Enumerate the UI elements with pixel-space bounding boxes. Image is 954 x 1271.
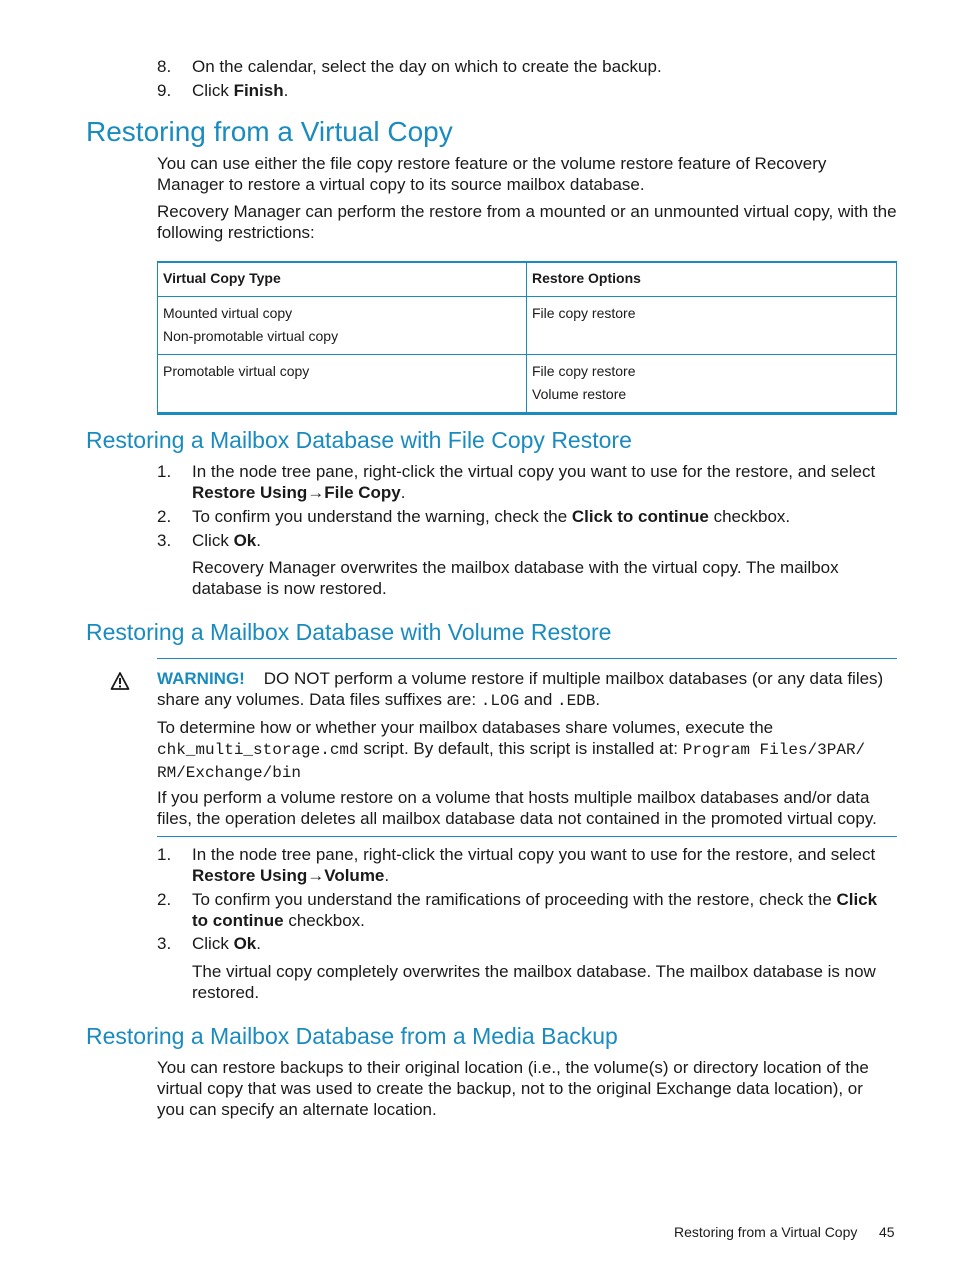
divider xyxy=(157,836,897,837)
step-text: Click Ok. xyxy=(192,531,261,550)
step-text: On the calendar, select the day on which to create the backup. xyxy=(192,57,662,76)
step-text: To confirm you understand the ramifications of proceeding with the restore, check the Click to continue checkbox. xyxy=(192,890,878,930)
restore-options-table xyxy=(157,261,897,415)
footer-section-title: Restoring from a Virtual Copy xyxy=(674,1224,858,1240)
table-row xyxy=(158,297,897,355)
table-cell: File copy restore xyxy=(527,297,897,355)
caution-paragraph: If you perform a volume restore on a volume that hosts multiple mailbox databases and/or data files, the operation deletes all mailbox database data not contained in the promoted virtual copy. xyxy=(157,788,877,828)
step-number: 2. xyxy=(157,507,172,526)
section-title-file-copy-restore: Restoring a Mailbox Database with File Copy Restore xyxy=(86,427,632,453)
section-title-restoring-virtual-copy: Restoring from a Virtual Copy xyxy=(86,116,453,147)
restrictions-paragraph: Recovery Manager can perform the restore from a mounted or an unmounted virtual copy, with the following restrictions: xyxy=(157,202,897,242)
intro-paragraph: You can use either the file copy restore feature or the volume restore feature of Recovery Manager to restore a virtual copy to its source mailbox database. xyxy=(157,154,827,194)
step-text: In the node tree pane, right-click the virtual copy you want to use for the restore, and select Restore Using→File Copy. xyxy=(192,462,876,502)
table-cell: Mounted virtual copy Non-promotable virtual copy xyxy=(158,297,527,355)
media-backup-paragraph: You can restore backups to their original location (i.e., the volume(s) or directory location of the virtual copy that was used to create the backup, not to the original Exchange data location), or you can specify an alternate location. xyxy=(157,1058,869,1119)
step-number: 3. xyxy=(157,934,172,953)
step-text: Click Ok. xyxy=(192,934,261,953)
warning-label: WARNING! xyxy=(157,669,245,688)
table-header-row xyxy=(158,262,897,297)
finish-label: Finish xyxy=(233,81,284,100)
step-number: 3. xyxy=(157,531,172,550)
step-text: Click Finish. xyxy=(192,81,289,100)
step-number: 2. xyxy=(157,890,172,909)
step-number: 1. xyxy=(157,845,172,864)
table-header: Virtual Copy Type xyxy=(158,262,527,297)
table-header: Restore Options xyxy=(527,262,897,297)
table-cell: Promotable virtual copy xyxy=(158,355,527,414)
divider xyxy=(157,658,897,659)
step-number: 9. xyxy=(157,81,172,100)
warning-text: WARNING! DO NOT perform a volume restore if multiple mailbox databases (or any data files) share any volumes. Data files suffixes are: .LOG and .EDB. xyxy=(157,669,884,710)
section-title-volume-restore: Restoring a Mailbox Database with Volume Restore xyxy=(86,619,612,645)
step-text: In the node tree pane, right-click the virtual copy you want to use for the restore, and select Restore Using→Volume. xyxy=(192,845,876,885)
page-number: 45 xyxy=(879,1224,895,1240)
step-number: 8. xyxy=(157,57,172,76)
table-row xyxy=(158,355,897,414)
determine-paragraph: To determine how or whether your mailbox databases share volumes, execute the chk_multi_storage.cmd script. By default, this script is installed at: Program Files/3PAR/ RM/Exchange/bin xyxy=(157,718,866,782)
step-text: To confirm you understand the warning, check the Click to continue checkbox. xyxy=(192,507,791,526)
result-paragraph: Recovery Manager overwrites the mailbox database with the virtual copy. The mailbox database is now restored. xyxy=(192,558,839,598)
result-paragraph: The virtual copy completely overwrites the mailbox database. The mailbox database is now restored. xyxy=(192,962,876,1002)
section-title-media-backup: Restoring a Mailbox Database from a Media Backup xyxy=(86,1023,618,1049)
step-number: 1. xyxy=(157,462,172,481)
table-cell: File copy restore Volume restore xyxy=(527,355,897,414)
warning-icon xyxy=(110,671,130,691)
